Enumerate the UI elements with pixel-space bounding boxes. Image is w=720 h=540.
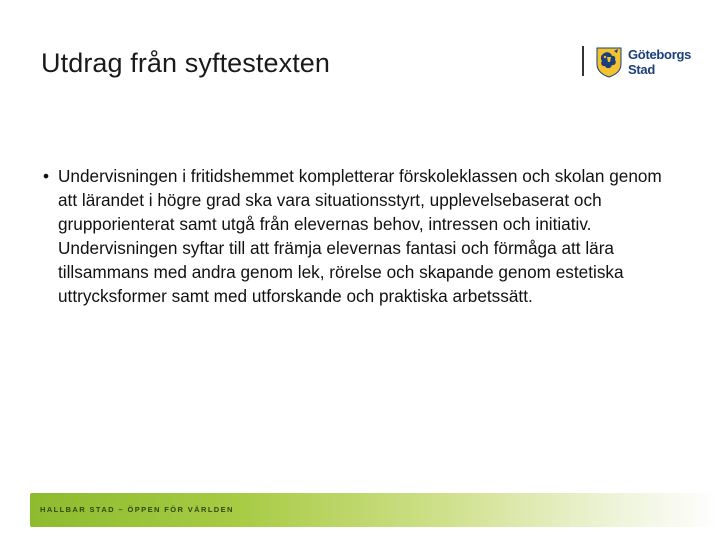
logo-wordmark: [628, 47, 691, 77]
goteborg-lion-crest-icon: [594, 46, 624, 78]
logo-line-2: Stad: [628, 62, 655, 77]
bullet-text: Undervisningen i fritidshemmet kompletterar förskoleklassen och skolan genom att lärandet i högre grad ska vara situationsstyrt, upplevelsebaserat och grupporienterat samt utgå från elevernas behov, intressen och initiativ. Undervisningen syftar till att främja elevernas fantasi och förmåga att lära tillsammans med andra genom lek, rörelse och skapande genom estetiska uttrycksformer samt med utforskande och praktiska arbetssätt.: [58, 166, 662, 306]
logo-divider: [582, 46, 584, 76]
slide-title: Utdrag från syftestexten: [41, 48, 331, 78]
goteborgs-stad-logo: [594, 46, 694, 80]
footer-banner: [30, 493, 720, 527]
bullet-list: [43, 164, 683, 308]
bullet-marker: •: [43, 166, 50, 186]
footer-tagline: HALLBAR STAD – ÖPPEN FÖR VÄRLDEN: [40, 505, 234, 514]
logo-line-1: Göteborgs: [628, 47, 692, 62]
